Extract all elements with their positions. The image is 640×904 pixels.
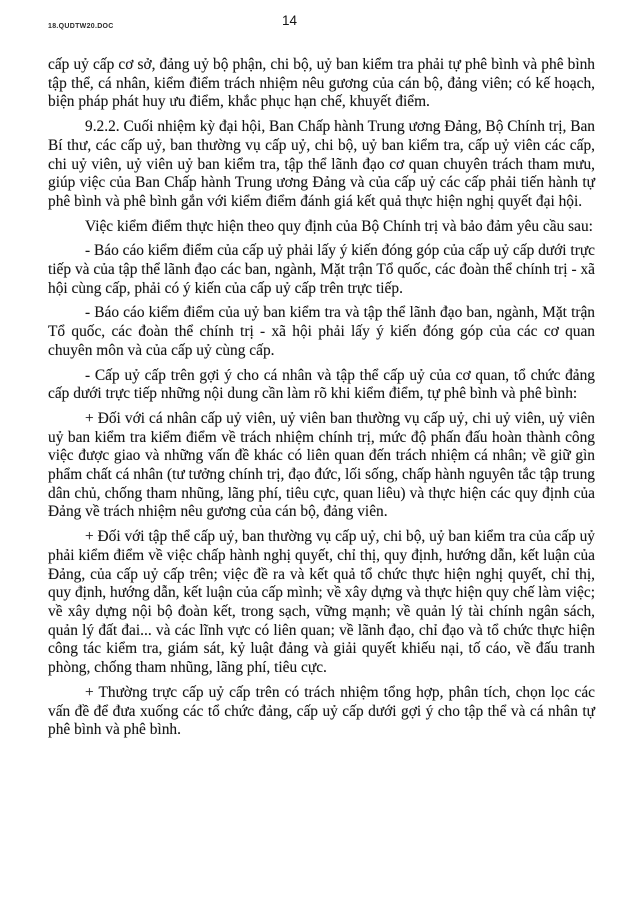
paragraph: Việc kiểm điểm thực hiện theo quy định của Bộ Chính trị và bảo đảm yêu cầu sau: bbox=[85, 217, 593, 235]
document-filename: 18.QUDTW20.DOC bbox=[48, 23, 114, 30]
page-number: 14 bbox=[282, 13, 298, 28]
paragraph: - Báo cáo kiểm điểm của uỷ ban kiểm tra và tập thể lãnh đạo ban, ngành, Mặt trận Tổ quốc, các đoàn thể chính trị - xã hội phải lấy ý kiến đóng góp của các cơ quan chuyên môn và của cấp uỷ cùng cấp. bbox=[48, 304, 595, 359]
paragraph: + Đối với cá nhân cấp uỷ viên, uỷ viên ban thường vụ cấp uỷ, chi uỷ viên, uỷ viên uỷ ban kiểm tra kiểm điểm về trách nhiệm chính trị, mức độ phấn đấu hoàn thành công việc được giao và những vấn đề khác có liên quan đến trách nhiệm cá nhân; về giữ gìn phẩm chất cá nhân (tư tưởng chính trị, đạo đức, lối sống, chấp hành nguyên tắc tập trung dân chủ, chống tham nhũng, lãng phí, tiêu cực, quan liêu) và thực hiện các quy định của Đảng về trách nhiệm nêu gương của cán bộ, đảng viên. bbox=[48, 409, 595, 521]
paragraph: cấp uỷ cấp cơ sở, đảng uỷ bộ phận, chi bộ, uỷ ban kiểm tra phải tự phê bình và phê bình tập thể, cá nhân, kiểm điểm trách nhiệm nêu gương của cán bộ, đảng viên; có kế hoạch, biện pháp phát huy ưu điểm, khắc phục hạn chế, khuyết điểm. bbox=[48, 56, 595, 111]
paragraph: - Cấp uỷ cấp trên gợi ý cho cá nhân và tập thể cấp uỷ của cơ quan, tổ chức đảng cấp dưới trực tiếp những nội dung cần làm rõ khi kiểm điểm, tự phê bình và phê bình: bbox=[48, 366, 595, 403]
paragraph: + Đối với tập thể cấp uỷ, ban thường vụ cấp uỷ, chi bộ, uỷ ban kiểm tra của cấp uỷ phải kiểm điểm về việc chấp hành nghị quyết, chỉ thị, quy định, hướng dẫn, kết luận của Đảng, của cấp uỷ cấp trên; việc đề ra và kết quả tổ chức thực hiện nghị quyết, chỉ thị, quy định, hướng dẫn, kết luận của cấp mình; về xây dựng và thực hiện quy chế làm việc; về xây dựng nội bộ đoàn kết, trong sạch, vững mạnh; về quản lý tài chính ngân sách, quản lý đất đai... và các lĩnh vực có liên quan; về lãnh đạo, chỉ đạo và tổ chức thực hiện công tác kiểm tra, giám sát, kỷ luật đảng và giải quyết khiếu nại, tố cáo, về đấu tranh phòng, chống tham nhũng, lãng phí, tiêu cực. bbox=[48, 528, 595, 677]
document-body bbox=[48, 56, 595, 746]
paragraph: 9.2.2. Cuối nhiệm kỳ đại hội, Ban Chấp hành Trung ương Đảng, Bộ Chính trị, Ban Bí thư, các cấp uỷ, ban thường vụ cấp uỷ, chi bộ, uỷ ban kiểm tra, cấp uỷ viên các cấp, chi uỷ viên, uỷ viên uỷ ban kiểm tra, tập thể lãnh đạo cơ quan chuyên trách tham mưu, giúp việc của Ban Chấp hành Trung ương Đảng và của cấp uỷ các cấp phải tiến hành tự phê bình và phê bình gắn với kiểm điểm đánh giá kết quả thực hiện nghị quyết đại hội. bbox=[48, 118, 595, 210]
paragraph: + Thường trực cấp uỷ cấp trên có trách nhiệm tổng hợp, phân tích, chọn lọc các vấn đề để đưa xuống các tổ chức đảng, cấp uỷ cấp dưới gợi ý cho tập thể và cá nhân tự phê bình và phê bình. bbox=[48, 683, 595, 739]
paragraph: - Báo cáo kiểm điểm của cấp uỷ phải lấy ý kiến đóng góp của cấp uỷ cấp dưới trực tiếp và của tập thể lãnh đạo các ban, ngành, Mặt trận Tổ quốc, các đoàn thể chính trị - xã hội cùng cấp, phải có ý kiến của cấp uỷ cấp trên trực tiếp. bbox=[48, 242, 595, 297]
